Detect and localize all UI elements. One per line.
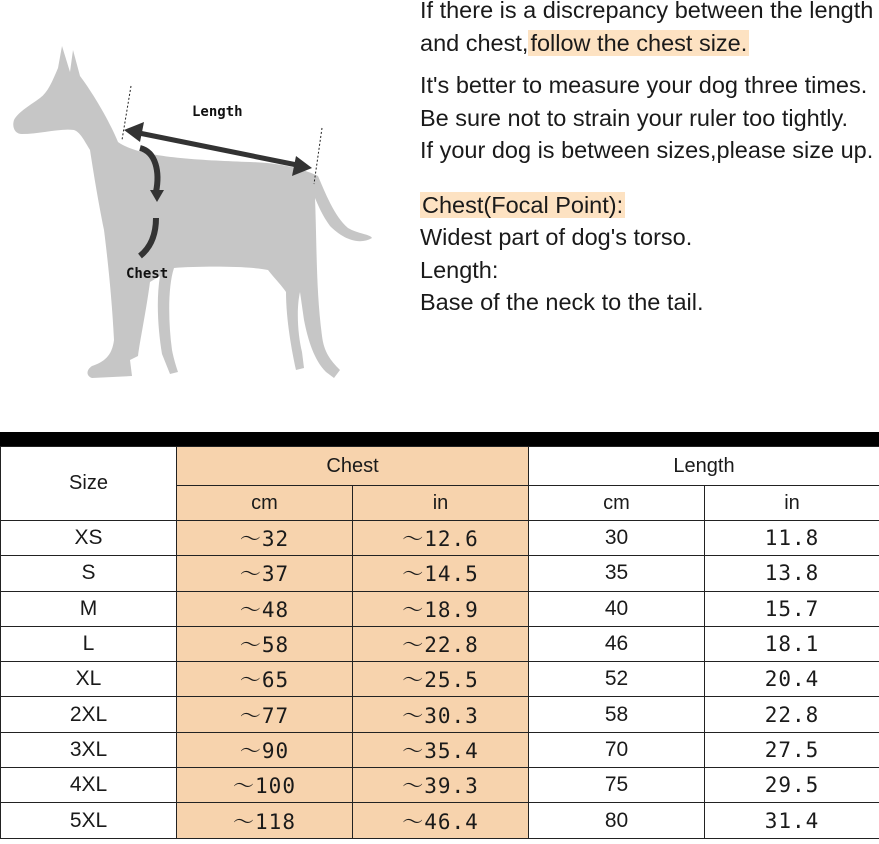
chest-in-cell: ～12.6 xyxy=(353,521,529,556)
dog-measurement-figure xyxy=(0,0,410,420)
chest-column-header: Chest xyxy=(177,447,529,486)
chest-in-cell: ～22.8 xyxy=(353,626,529,661)
chest-in-cell: ～18.9 xyxy=(353,591,529,626)
table-row xyxy=(1,556,879,591)
table-row xyxy=(1,662,879,697)
table-row xyxy=(1,591,879,626)
table-row xyxy=(1,521,879,556)
chest-size-highlight: follow the chest size. xyxy=(530,29,748,56)
discrepancy-note xyxy=(420,0,875,59)
tip-ruler: Be sure not to strain your ruler too tightly. xyxy=(420,104,848,131)
chest-in-cell: ～46.4 xyxy=(353,803,529,838)
length-in-cell: 27.5 xyxy=(705,732,879,767)
length-cm-cell: 52 xyxy=(529,662,705,697)
chest-in-cell: ～30.3 xyxy=(353,697,529,732)
length-cm-cell: 30 xyxy=(529,521,705,556)
chest-cm-cell: ～90 xyxy=(177,732,353,767)
size-column-header: Size xyxy=(1,447,177,521)
length-cm-header: cm xyxy=(529,486,705,521)
chest-cm-cell: ～32 xyxy=(177,521,353,556)
chest-cm-cell: ～100 xyxy=(177,768,353,803)
table-top-bar xyxy=(0,432,879,446)
size-cell: L xyxy=(1,626,177,661)
chest-definition-heading xyxy=(420,189,875,222)
size-cell: XS xyxy=(1,521,177,556)
table-row xyxy=(1,697,879,732)
size-cell: S xyxy=(1,556,177,591)
length-label: Length xyxy=(192,104,243,120)
dog-silhouette-icon xyxy=(0,0,410,420)
chest-cm-cell: ～58 xyxy=(177,626,353,661)
size-cell: 2XL xyxy=(1,697,177,732)
chest-cm-cell: ～37 xyxy=(177,556,353,591)
length-in-cell: 22.8 xyxy=(705,697,879,732)
length-column-header: Length xyxy=(529,447,879,486)
size-cell: 3XL xyxy=(1,732,177,767)
table-row xyxy=(1,732,879,767)
tip-measure-three-times: It's better to measure your dog three times. xyxy=(420,72,868,98)
length-definition-heading: Length: xyxy=(420,256,499,283)
length-cm-cell: 80 xyxy=(529,803,705,838)
size-cell: 4XL xyxy=(1,768,177,803)
length-in-cell: 13.8 xyxy=(705,556,879,591)
chest-in-header: in xyxy=(353,486,529,521)
length-in-cell: 31.4 xyxy=(705,803,879,838)
length-cm-cell: 58 xyxy=(529,697,705,732)
length-definition: Base of the neck to the tail. xyxy=(420,289,704,315)
table-row xyxy=(1,626,879,661)
table-row xyxy=(1,803,879,838)
length-in-cell: 29.5 xyxy=(705,768,879,803)
chest-cm-cell: ～48 xyxy=(177,591,353,626)
chest-cm-cell: ～118 xyxy=(177,803,353,838)
length-in-cell: 18.1 xyxy=(705,626,879,661)
length-in-cell: 20.4 xyxy=(705,662,879,697)
chest-definition: Widest part of dog's torso. xyxy=(420,224,693,250)
chest-in-cell: ～39.3 xyxy=(353,768,529,803)
table-row xyxy=(1,768,879,803)
discrepancy-text: If there is a discrepancy between the length and chest, xyxy=(420,0,874,56)
tip-size-up: If your dog is between sizes,please size up. xyxy=(420,137,874,163)
length-cm-cell: 35 xyxy=(529,556,705,591)
length-cm-cell: 70 xyxy=(529,732,705,767)
size-rows xyxy=(1,521,879,839)
size-chart-table xyxy=(0,446,879,839)
chest-in-cell: ～25.5 xyxy=(353,662,529,697)
length-cm-cell: 40 xyxy=(529,591,705,626)
length-cm-cell: 75 xyxy=(529,768,705,803)
chest-in-cell: ～14.5 xyxy=(353,556,529,591)
chest-label: Chest xyxy=(126,266,169,282)
measuring-instructions xyxy=(420,0,875,319)
size-cell: M xyxy=(1,591,177,626)
chest-cm-header: cm xyxy=(177,486,353,521)
chest-in-cell: ～35.4 xyxy=(353,732,529,767)
length-in-header: in xyxy=(705,486,879,521)
chest-cm-cell: ～65 xyxy=(177,662,353,697)
size-cell: XL xyxy=(1,662,177,697)
length-in-cell: 15.7 xyxy=(705,591,879,626)
length-in-cell: 11.8 xyxy=(705,521,879,556)
size-cell: 5XL xyxy=(1,803,177,838)
chest-heading-highlight: Chest(Focal Point): xyxy=(422,191,624,218)
chest-cm-cell: ～77 xyxy=(177,697,353,732)
length-cm-cell: 46 xyxy=(529,626,705,661)
